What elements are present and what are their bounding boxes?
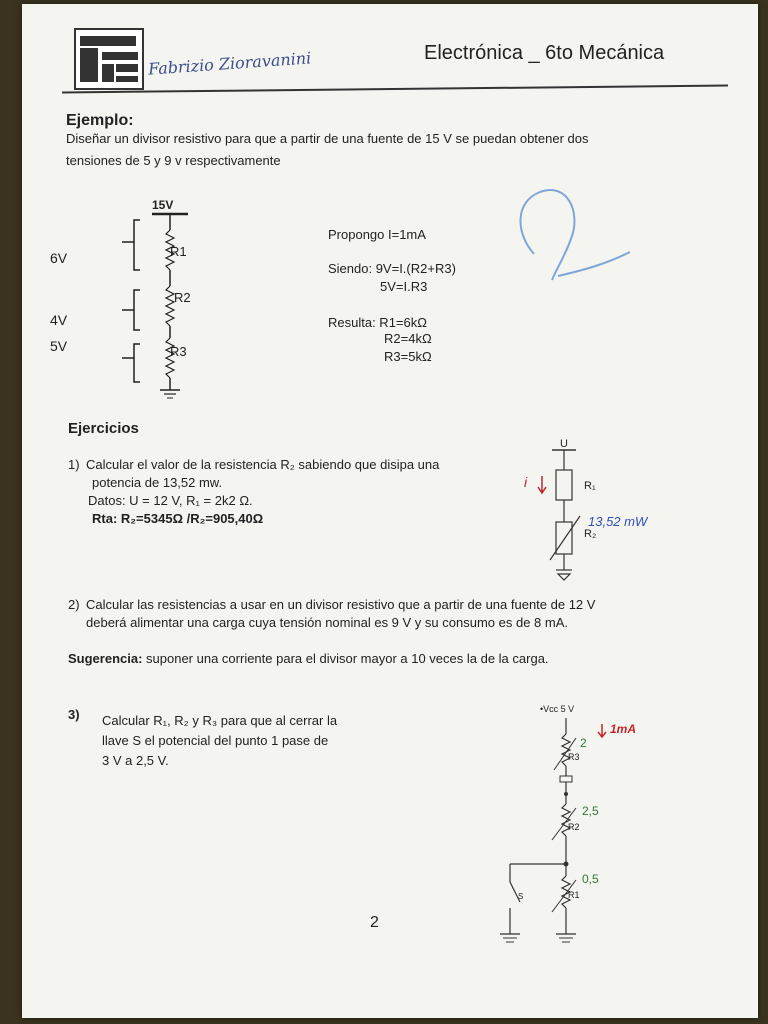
suggestion-label: Sugerencia: — [68, 651, 143, 666]
v4-label: 4V — [50, 312, 68, 328]
ex1-u-label: U — [560, 438, 568, 450]
example-heading: Ejemplo: — [66, 112, 134, 129]
ex3-r2-label: R2 — [568, 822, 580, 832]
teacher-pen-mark — [506, 184, 636, 294]
ex3-circuit-diagram — [490, 704, 630, 954]
ex2-number: 2) — [68, 597, 80, 612]
worksheet-page — [22, 4, 758, 1018]
ex3-vcc-label: •Vcc 5 V — [540, 704, 575, 714]
school-logo — [74, 28, 144, 90]
ex3-n25-label: 2,5 — [582, 804, 599, 818]
v6-label: 6V — [50, 250, 68, 266]
logo-icon — [76, 30, 142, 88]
ex3-switch-label: S — [518, 892, 524, 901]
v5-label: 5V — [50, 338, 68, 354]
ex3-line2: llave S el potencial del punto 1 pase de — [102, 733, 329, 748]
ex1-r2-label: R₂ — [584, 528, 597, 540]
ex3-r1-label: R1 — [568, 890, 580, 900]
solution-resulta-1: Resulta: R1=6kΩ — [328, 315, 427, 330]
solution-resulta-2: R2=4kΩ — [384, 331, 432, 346]
header-rule — [62, 85, 728, 94]
suggestion — [68, 650, 549, 668]
exercises-heading: Ejercicios — [68, 420, 139, 437]
divider-circuit-diagram — [42, 194, 222, 404]
ex2-line2: deberá alimentar una carga cuya tensión nominal es 9 V y su consumo es de 8 mA. — [86, 615, 568, 630]
suggestion-text: suponer una corriente para el divisor mayor a 10 veces la de la carga. — [142, 651, 549, 666]
ex1-answer: Rta: R₂=5345Ω /R₂=905,40Ω — [92, 511, 264, 526]
r3-label: R3 — [170, 344, 187, 359]
ex3-current-label: 1mA — [610, 722, 637, 736]
solution-siendo-2: 5V=I.R3 — [380, 279, 428, 294]
ex1-line2: potencia de 13,52 mw. — [92, 475, 223, 490]
ex3-line1: Calcular R₁, R₂ y R₃ para que al cerrar la — [102, 713, 338, 728]
ex1-line3: Datos: U = 12 V, R₁ = 2k2 Ω. — [88, 493, 253, 508]
r2-label: R2 — [174, 290, 191, 305]
ex1-current-label: i — [524, 474, 528, 490]
r1-label: R1 — [170, 244, 187, 259]
ex3-n05-label: 0,5 — [582, 872, 599, 886]
signature: Fabrizio Zioravanini — [147, 48, 312, 79]
ex1-line1: Calcular el valor de la resistencia R₂ sabiendo que disipa una — [86, 457, 440, 472]
ex3-n2-label: 2 — [580, 736, 587, 750]
example-statement-line2: tensiones de 5 y 9 v respectivamente — [66, 153, 281, 168]
solution-siendo-1: Siendo: 9V=I.(R2+R3) — [328, 261, 456, 276]
course-title: Electrónica _ 6to Mecánica — [424, 42, 665, 64]
example-statement-line1: Diseñar un divisor resistivo para que a partir de una fuente de 15 V se puedan obtener dos — [66, 131, 589, 146]
ex3-line3: 3 V a 2,5 V. — [102, 753, 169, 768]
page-number: 2 — [370, 914, 379, 931]
solution-propongo: Propongo I=1mA — [328, 227, 426, 242]
ex3-number: 3) — [68, 707, 80, 722]
ex1-r1-label: R₁ — [584, 480, 596, 492]
supply-label: 15V — [152, 198, 174, 212]
ex1-number: 1) — [68, 457, 80, 472]
ex3-r3-label: R3 — [568, 752, 580, 762]
ex2-line1: Calcular las resistencias a usar en un divisor resistivo que a partir de una fuente de 12 V — [86, 597, 596, 612]
ex1-power-label: 13,52 mW — [588, 514, 648, 529]
solution-resulta-3: R3=5kΩ — [384, 349, 432, 364]
